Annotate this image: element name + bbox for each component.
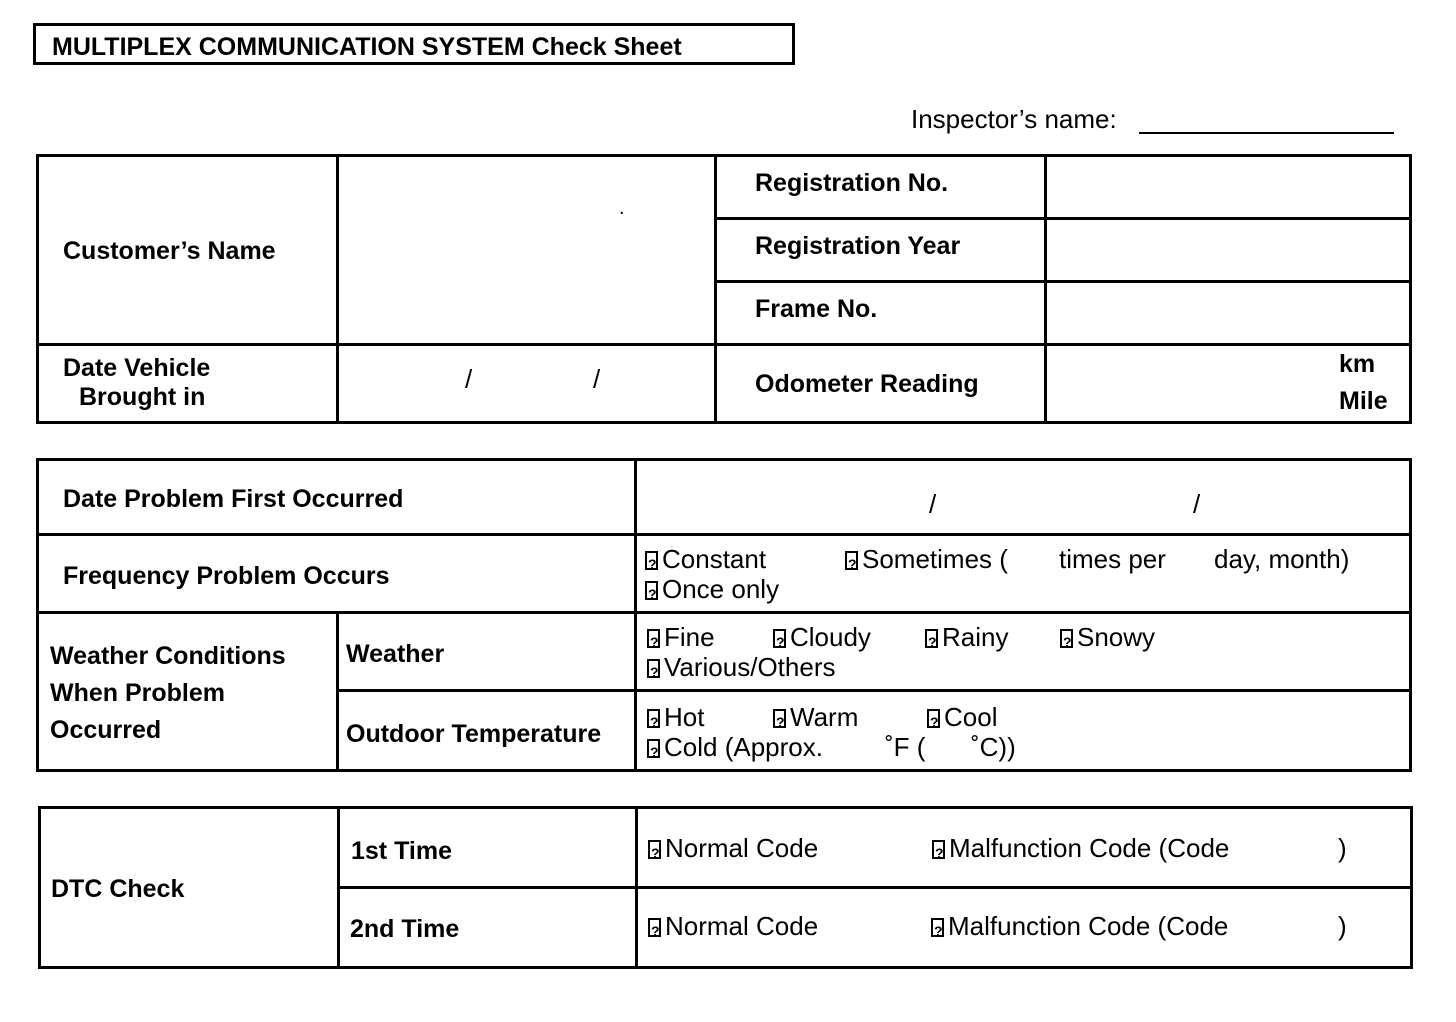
date-brought-label-cell: [38, 345, 338, 423]
customer-name-field[interactable]: [338, 156, 716, 345]
dtc-first-time-label: 1st Time: [351, 837, 452, 865]
frequency-label-cell: [38, 535, 636, 613]
odometer-field[interactable]: [1046, 345, 1411, 423]
temp-warm-option[interactable]: ? Warm: [773, 702, 858, 732]
unit-km: km: [1339, 350, 1376, 378]
unit-mile: Mile: [1339, 387, 1388, 415]
problem-conditions-table: [36, 458, 1412, 772]
frequency-options: [636, 535, 1411, 613]
customer-name-label-cell: [38, 156, 338, 345]
date-slash-2: /: [593, 364, 601, 394]
dtc-check-table: [38, 806, 1413, 969]
registration-year-label-cell: [716, 219, 1046, 282]
date-brought-field[interactable]: [338, 345, 716, 423]
weather-label-cell: [338, 613, 636, 691]
checkbox-icon[interactable]: [645, 581, 658, 600]
registration-no-label-cell: [716, 156, 1046, 219]
checkbox-icon[interactable]: [931, 918, 944, 937]
weather-label: Weather: [346, 640, 445, 668]
freq-sometimes-option[interactable]: ? Sometimes (: [845, 544, 1008, 574]
customer-name-label: Customer’s Name: [63, 237, 276, 265]
registration-no-field[interactable]: [1046, 156, 1411, 219]
weather-fine-option[interactable]: ?Fine: [647, 622, 715, 652]
dtc-second-normal-option[interactable]: ? Normal Code: [648, 911, 818, 941]
odometer-label-cell: [716, 345, 1046, 423]
frame-no-label: Frame No.: [755, 295, 878, 323]
temperature-label: Outdoor Temperature: [346, 720, 602, 748]
date-first-slash-2: /: [1193, 489, 1201, 519]
inspector-label: Inspector’s name:: [911, 104, 1117, 134]
checkbox-icon[interactable]: [845, 551, 858, 570]
checkbox-icon[interactable]: [647, 739, 660, 758]
registration-year-field[interactable]: [1046, 219, 1411, 282]
weather-group-label-line1: Weather Conditions: [50, 642, 286, 670]
weather-rainy-option[interactable]: ? Rainy: [925, 622, 1008, 652]
weather-various-option[interactable]: ?Various/Others: [647, 652, 835, 682]
frame-no-field[interactable]: [1046, 282, 1411, 345]
checkbox-icon[interactable]: [648, 840, 661, 859]
inspector-name-field[interactable]: [1139, 132, 1394, 134]
checkbox-icon[interactable]: [925, 629, 938, 648]
frame-no-label-cell: [716, 282, 1046, 345]
dtc-second-time-options: [637, 888, 1412, 968]
sheet-title: MULTIPLEX COMMUNICATION SYSTEM Check Sheet: [33, 23, 795, 65]
date-brought-label-line2: Brought in: [79, 383, 206, 411]
checkbox-icon[interactable]: [645, 551, 658, 570]
date-first-field[interactable]: [636, 460, 1411, 535]
checkbox-icon[interactable]: [773, 629, 786, 648]
date-slash-1: /: [465, 364, 473, 394]
checkbox-icon[interactable]: [647, 659, 660, 678]
dtc-second-close-paren: ): [1338, 911, 1347, 941]
temperature-options: [636, 691, 1411, 771]
weather-snowy-option[interactable]: ? Snowy: [1060, 622, 1155, 652]
date-first-label: Date Problem First Occurred: [63, 485, 404, 513]
dtc-label-cell: [40, 808, 339, 968]
weather-group-label-line3: Occurred: [50, 716, 162, 744]
frequency-label: Frequency Problem Occurs: [63, 562, 390, 590]
dtc-first-malfunction-option[interactable]: ? Malfunction Code (Code: [932, 833, 1229, 863]
temp-cold-option[interactable]: ?Cold (Approx.: [647, 732, 823, 762]
weather-options: [636, 613, 1411, 691]
registration-no-label: Registration No.: [755, 169, 949, 197]
dtc-second-malfunction-option[interactable]: ? Malfunction Code (Code: [931, 911, 1228, 941]
temperature-label-cell: [338, 691, 636, 771]
weather-cloudy-option[interactable]: ? Cloudy: [773, 622, 871, 652]
weather-group-label-line2: When Problem: [50, 679, 226, 707]
odometer-label: Odometer Reading: [755, 370, 979, 398]
freq-day-month: day, month): [1214, 544, 1350, 574]
vehicle-info-table: [36, 154, 1412, 424]
temp-fahrenheit: ˚F (: [885, 732, 926, 762]
dtc-label: DTC Check: [51, 875, 185, 903]
checkbox-icon[interactable]: [773, 709, 786, 728]
dtc-first-close-paren: ): [1338, 833, 1347, 863]
dtc-first-time-options: [637, 808, 1412, 888]
customer-name-mark: .: [619, 197, 625, 219]
registration-year-label: Registration Year: [755, 232, 961, 260]
freq-once-option[interactable]: ?Once only: [645, 574, 779, 604]
checkbox-icon[interactable]: [932, 840, 945, 859]
temp-cool-option[interactable]: ? Cool: [927, 702, 997, 732]
temp-celsius: ˚C)): [971, 732, 1016, 762]
freq-constant-option[interactable]: ?Constant: [645, 544, 766, 574]
temp-hot-option[interactable]: ?Hot: [647, 702, 704, 732]
checkbox-icon[interactable]: [647, 629, 660, 648]
checkbox-icon[interactable]: [648, 918, 661, 937]
checkbox-icon[interactable]: [1060, 629, 1073, 648]
date-first-slash-1: /: [929, 489, 937, 519]
checkbox-icon[interactable]: [647, 709, 660, 728]
freq-times-per: times per: [1059, 544, 1166, 574]
checkbox-icon[interactable]: [927, 709, 940, 728]
dtc-first-normal-option[interactable]: ? Normal Code: [648, 833, 818, 863]
dtc-first-time-label-cell: [339, 808, 637, 888]
dtc-second-time-label-cell: [339, 888, 637, 968]
date-brought-label-line1: Date Vehicle: [63, 354, 211, 382]
dtc-second-time-label: 2nd Time: [350, 915, 460, 943]
date-first-label-cell: [38, 460, 636, 535]
weather-group-label-cell: [38, 613, 338, 771]
